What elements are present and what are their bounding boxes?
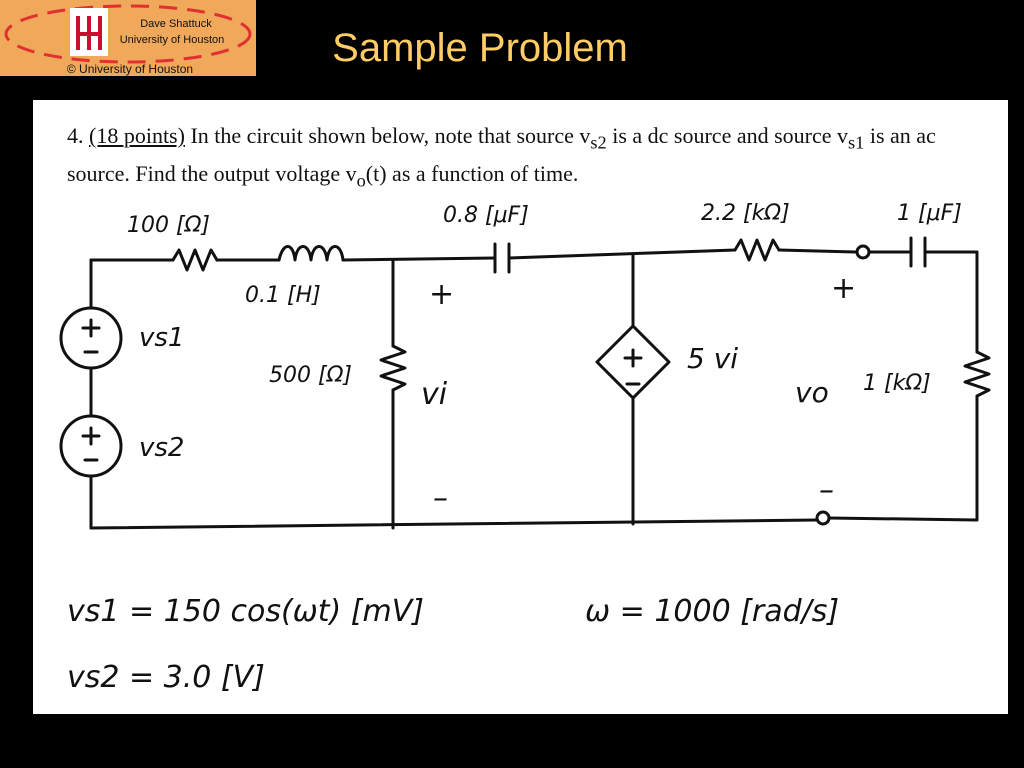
problem-sub-2: s1: [848, 132, 865, 153]
logo-banner: [0, 0, 256, 76]
label-vo: vo: [795, 376, 829, 409]
label-c2: 1 [μF]: [897, 201, 962, 226]
label-r2: 500 [Ω]: [269, 363, 352, 388]
institution-name: University of Houston: [119, 34, 225, 46]
author-name: Dave Shattuck: [140, 18, 212, 30]
vi-minus: –: [433, 481, 448, 516]
problem-sub-3: o: [356, 170, 366, 191]
label-r3: 2.2 [kΩ]: [701, 201, 790, 226]
problem-text-4: (t) as a function of time.: [365, 161, 579, 187]
label-vi: vi: [421, 377, 448, 412]
problem-text-1: In the circuit shown below, note that source v: [184, 123, 591, 148]
label-vs2: vs2: [139, 433, 185, 463]
problem-text-2: is a dc source and source v: [606, 123, 849, 148]
equation-vs2: vs2 = 3.0 [V]: [67, 660, 265, 695]
problem-panel: [33, 100, 1008, 714]
label-vs1: vs1: [139, 323, 185, 353]
problem-sub-1: s2: [590, 132, 607, 153]
label-c1: 0.8 [μF]: [443, 203, 529, 228]
vo-plus: +: [831, 271, 857, 306]
problem-number: 4.: [67, 123, 84, 148]
equation-omega: ω = 1000 [rad/s]: [585, 594, 840, 629]
label-r4: 1 [kΩ]: [863, 371, 931, 396]
problem-text-3: is an ac source. Find the output voltage v: [67, 123, 936, 187]
vi-plus: +: [429, 277, 455, 312]
slide-title: Sample Problem: [332, 26, 628, 70]
equation-vs1: vs1 = 150 cos(ωt) [mV]: [67, 594, 424, 629]
label-l1: 0.1 [H]: [245, 283, 321, 308]
problem-points: (18 points): [89, 123, 185, 148]
uh-emblem-icon: [70, 8, 108, 56]
label-dependent-gain: 5 vi: [687, 342, 739, 375]
copyright-text: © University of Houston: [66, 62, 194, 76]
vo-minus: –: [819, 473, 834, 508]
label-r1: 100 [Ω]: [127, 213, 210, 238]
